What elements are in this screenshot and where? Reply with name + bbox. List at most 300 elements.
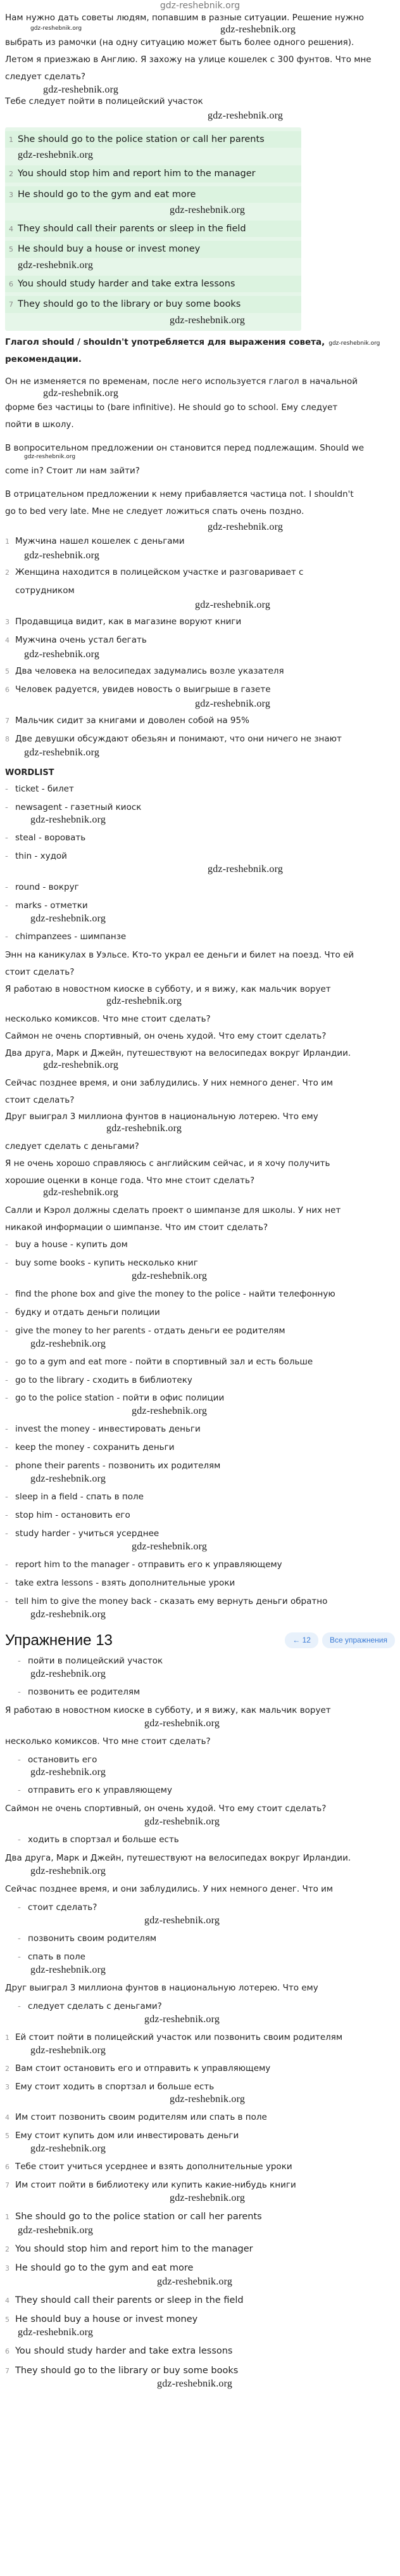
section-nav	[285, 1632, 395, 1648]
phrase-item	[5, 1577, 395, 1590]
answer-row	[5, 165, 301, 182]
answer-number: 7	[5, 2366, 9, 2375]
answer-row	[5, 131, 301, 148]
situation-item	[5, 683, 395, 696]
watermark: gdz-reshebnik.org	[30, 1473, 106, 1485]
watermark: gdz-reshebnik.org	[144, 1717, 220, 1729]
watermark: gdz-reshebnik.org	[43, 84, 119, 95]
watermark: gdz-reshebnik.org	[30, 1608, 106, 1620]
answer-number: 6	[5, 2347, 9, 2356]
bullet: -	[5, 1510, 8, 1521]
watermark-row	[5, 2276, 395, 2293]
ex13-item-text: несколько комиксов. Что мне стоит сделать?	[5, 1736, 211, 1746]
ex13-item	[5, 1704, 395, 1717]
bullet: -	[18, 2001, 21, 2011]
situation-item	[5, 615, 395, 629]
bullet: -	[5, 1375, 8, 1385]
watermark-small: gdz-reshebnik.org	[328, 340, 380, 347]
ex13-item	[5, 1833, 395, 1847]
watermark: gdz-reshebnik.org	[170, 205, 246, 216]
phrase-text: invest the money - инвестировать деньги	[15, 1424, 201, 1435]
bullet: -	[5, 1442, 8, 1453]
bullet: -	[5, 1257, 8, 1268]
answer-text: He should buy a house or invest money	[15, 2314, 198, 2324]
bullet: -	[5, 1528, 8, 1539]
translation-number: 1	[5, 2033, 9, 2042]
watermark-row	[5, 648, 395, 665]
phrase-item	[5, 1257, 395, 1270]
answer-text: He should go to the gym and eat more	[15, 2263, 194, 2274]
phrase-text: будку и отдать деньги полиции	[15, 1307, 160, 1317]
bullet: -	[18, 1686, 21, 1697]
situation-text: Женщина находится в полицейском участке и разговаривает с	[15, 567, 304, 578]
translation-line: стоит сделать?	[5, 967, 75, 977]
watermark: gdz-reshebnik.org	[30, 1964, 106, 1975]
phrase-item	[5, 1392, 395, 1405]
watermark-row	[5, 1914, 395, 1932]
ex13-item-text: позвонить ее родителям	[28, 1686, 141, 1697]
watermark-row	[5, 2044, 395, 2062]
watermark-row	[5, 2143, 395, 2160]
intro-line-5: Тебе следует пойти в полицейский участок	[5, 96, 203, 106]
phrase-text: stop him - остановить его	[15, 1510, 130, 1521]
ex13-answer	[5, 2261, 395, 2275]
watermark: gdz-reshebnik.org	[43, 1187, 119, 1198]
translation-text: Им стоит пойти в библиотеку или купить какие-нибудь книги	[15, 2180, 296, 2191]
phrase-item	[5, 1459, 395, 1473]
phrase-item	[5, 1374, 395, 1387]
bullet: -	[5, 1288, 8, 1299]
answer-text: They should call their parents or sleep in the field	[15, 2295, 244, 2305]
wordlist-text: newsagent - газетный киоск	[15, 802, 142, 812]
watermark: gdz-reshebnik.org	[30, 814, 106, 826]
situation-number: 1	[5, 537, 9, 546]
phrase-item	[5, 1527, 395, 1541]
watermark: gdz-reshebnik.org	[195, 698, 271, 709]
ex13-translation	[5, 2062, 395, 2075]
translation-text: Ей стоит пойти в полицейский участок или позвонить своим родителям	[15, 2032, 343, 2042]
answer-number: 5	[9, 245, 13, 254]
bullet: -	[18, 1785, 21, 1796]
phrases-list	[5, 1238, 395, 1626]
translation-text: Тебе стоит учиться усерднее и взять дополнительные уроки	[15, 2162, 292, 2172]
section-title: Упражнение 13	[5, 1631, 113, 1649]
translation-text: Им стоит позвонить своим родителям или спать в поле	[15, 2112, 267, 2123]
prev-exercise-button[interactable]: ← 12	[285, 1632, 318, 1648]
watermark-row	[5, 599, 395, 615]
watermark-row	[5, 112, 395, 125]
ex13-item	[5, 1901, 395, 1914]
bullet: -	[5, 1424, 8, 1435]
answer-number: 3	[5, 2264, 9, 2273]
wordlist-text: marks - отметки	[15, 900, 88, 911]
wordlist-text: round - вокруг	[15, 882, 79, 893]
ex13-item-text: следует сделать с деньгами?	[28, 2001, 162, 2011]
ex13-items	[5, 1655, 395, 2031]
bullet: -	[18, 1951, 21, 1962]
watermark-row	[5, 913, 395, 930]
watermark-row	[5, 2224, 395, 2242]
wordlist-item	[5, 801, 395, 814]
wordlist-item	[5, 930, 395, 944]
ex13-answer	[5, 2242, 395, 2256]
wordlist-item	[5, 831, 395, 845]
wordlist-item	[5, 899, 395, 913]
ex13-item	[5, 1852, 395, 1865]
translation-number: 2	[5, 2064, 9, 2073]
watermark-row	[5, 1964, 395, 1982]
watermark: gdz-reshebnik.org	[220, 23, 296, 35]
grammar-title-2: рекомендации.	[5, 354, 82, 364]
watermark: gdz-reshebnik.org	[144, 1914, 220, 1926]
watermark: gdz-reshebnik.org	[195, 599, 271, 610]
watermark-row	[5, 2327, 395, 2344]
wordlist-item	[5, 881, 395, 894]
phrase-item	[5, 1324, 395, 1338]
watermark-small: gdz-reshebnik.org	[30, 25, 82, 32]
bullet: -	[5, 833, 8, 843]
grammar-title: Глагол should / shouldn't употребляется для выражения совета, gdz-reshebnik.org	[5, 336, 380, 347]
ex13-item-text: отправить его к управляющему	[28, 1785, 172, 1796]
watermark-row	[5, 1717, 395, 1735]
watermark-row	[5, 2193, 395, 2210]
translation-text: Ему стоит ходить в спортзал и больше есть	[15, 2081, 215, 2092]
watermark-row	[5, 84, 395, 100]
answer-text: They should go to the library or buy some books	[15, 2365, 239, 2376]
phrase-item	[5, 1355, 395, 1369]
site-title[interactable]: gdz-reshebnik.org	[159, 1, 241, 11]
watermark-row	[5, 1541, 395, 1558]
watermark: gdz-reshebnik.org	[43, 1059, 119, 1070]
situations-list	[5, 535, 395, 763]
wordlist-text: chimpanzees - шимпанзе	[15, 932, 127, 942]
answer-text: They should call their parents or sleep in the field	[18, 224, 246, 234]
watermark-row	[5, 2094, 395, 2111]
phrase-text: keep the money - сохранить деньги	[15, 1442, 175, 1453]
translation-line: Салли и Кэрол должны сделать проект о шимпанзе для школы. У них нет	[5, 1205, 341, 1216]
watermark: gdz-reshebnik.org	[30, 2143, 106, 2155]
ex13-translation	[5, 2129, 395, 2143]
bullet: -	[18, 1655, 21, 1666]
bullet: -	[18, 1902, 21, 1913]
watermark: gdz-reshebnik.org	[24, 550, 100, 561]
watermark: gdz-reshebnik.org	[30, 2044, 106, 2056]
bullet: -	[5, 1461, 8, 1471]
watermark-row	[5, 864, 395, 881]
grammar-p1b: форме без частицы to (bare infinitive). He should go to school. Ему следует	[5, 402, 338, 413]
all-exercises-button[interactable]: Все упражнения	[322, 1632, 395, 1648]
answer-number: 1	[5, 2213, 9, 2222]
watermark-row	[5, 23, 395, 41]
bullet: -	[5, 1239, 8, 1250]
situation-item	[5, 584, 395, 598]
watermark-row	[5, 1866, 395, 1883]
wordlist-item	[5, 783, 395, 796]
translation-line: Я работаю в новостном киоске в субботу, и я вижу, как мальчик ворует	[5, 984, 331, 994]
ex13-item	[5, 1686, 395, 1699]
grammar-p2: В вопросительном предложении он становится перед подлежащим. Should we	[5, 442, 365, 453]
answer-number: 2	[9, 170, 13, 179]
translation-list	[5, 949, 395, 1234]
ex13-answer	[5, 2364, 395, 2378]
watermark-row	[5, 814, 395, 831]
grammar-p3: В отрицательном предложении к нему прибавляется частица not. I shouldn't	[5, 489, 354, 500]
bullet: -	[5, 1577, 8, 1588]
situation-number: 4	[5, 636, 9, 644]
intro-line-3: Летом я приезжаю в Англию. Я захожу на улице кошелек с 300 фунтов. Что мне	[5, 54, 372, 65]
ex13-item	[5, 1784, 395, 1797]
ex13-item	[5, 2000, 395, 2013]
ex13-item	[5, 1951, 395, 1964]
phrase-item	[5, 1509, 395, 1522]
ex13-translation	[5, 2160, 395, 2174]
phrase-item	[5, 1288, 395, 1301]
bullet: -	[5, 1596, 8, 1606]
answer-number: 3	[9, 190, 13, 199]
wordlist-text: ticket - билет	[15, 783, 74, 794]
watermark-row	[5, 522, 395, 535]
phrase-item	[5, 1306, 395, 1319]
ex13-item	[5, 1655, 395, 1668]
situation-text: Мужчина очень устал бегать	[15, 634, 147, 645]
bullet: -	[5, 851, 8, 862]
watermark-row	[5, 1338, 395, 1355]
watermark: gdz-reshebnik.org	[30, 1338, 106, 1349]
ex13-item-text: спать в поле	[28, 1951, 85, 1962]
translation-line: Сейчас позднее время, и они заблудились. У них немного денег. Что им	[5, 1077, 334, 1088]
watermark-row	[5, 1608, 395, 1626]
watermark: gdz-reshebnik.org	[18, 259, 94, 271]
situation-text: Две девушки обсуждают обезьян и понимают, что они ничего не знают	[15, 733, 342, 744]
ex13-item	[5, 1982, 395, 1995]
watermark: gdz-reshebnik.org	[106, 1123, 182, 1134]
bullet: -	[18, 1835, 21, 1845]
bullet: -	[5, 1559, 8, 1570]
phrase-text: study harder - учиться усерднее	[15, 1528, 159, 1539]
situation-text: сотрудником	[15, 586, 75, 596]
translation-text: Ему стоит купить дом или инвестировать деньги	[15, 2131, 239, 2141]
watermark: gdz-reshebnik.org	[30, 1866, 106, 1877]
translation-line: стоит сделать?	[5, 1094, 75, 1105]
bullet: -	[5, 783, 8, 794]
bullet: -	[5, 900, 8, 911]
watermark-row	[5, 1123, 395, 1140]
watermark-small: gdz-reshebnik.org	[24, 454, 76, 461]
watermark: gdz-reshebnik.org	[208, 110, 284, 121]
situation-item	[5, 733, 395, 746]
watermark: gdz-reshebnik.org	[157, 2276, 233, 2287]
answer-text: She should go to the police station or call her parents	[15, 2212, 262, 2222]
watermark: gdz-reshebnik.org	[132, 1270, 208, 1281]
situation-item	[5, 535, 395, 548]
bullet: -	[5, 882, 8, 893]
phrase-text: go to the police station - пойти в офис полиции	[15, 1393, 225, 1404]
translation-line: Саймон не очень спортивный, он очень худой. Что ему стоит сделать?	[5, 1030, 327, 1041]
translation-line: Энн на каникулах в Уэльсе. Кто-то украл ее деньги и билет на поезд. Что ей	[5, 950, 354, 961]
situation-text: Два человека на велосипедах задумались возле указателя	[15, 665, 284, 676]
answer-text: You should stop him and report him to the manager	[18, 169, 256, 179]
ex13-item	[5, 1932, 395, 1945]
ex13-item-text: Друг выиграл 3 миллиона фунтов в национальную лотерею. Что ему	[5, 1982, 318, 1993]
answer-text: You should study harder and take extra lessons	[18, 278, 235, 289]
watermark-row	[5, 747, 395, 763]
watermark-row	[5, 1473, 395, 1490]
bullet: -	[5, 1356, 8, 1367]
answer-number: 1	[9, 135, 13, 144]
phrase-item	[5, 1238, 395, 1252]
watermark: gdz-reshebnik.org	[144, 1816, 220, 1828]
watermark-row	[5, 207, 301, 219]
watermark-row	[5, 550, 395, 566]
ex13-answers	[5, 2210, 395, 2395]
wordlist-text: thin - худой	[15, 851, 67, 862]
phrase-text: report him to the manager - отправить его к управляющему	[15, 1559, 282, 1570]
situation-text: Мальчик сидит за книгами и доволен собой на 95%	[15, 715, 249, 726]
watermark: gdz-reshebnik.org	[170, 2094, 246, 2105]
watermark: gdz-reshebnik.org	[30, 913, 106, 925]
answer-text: He should go to the gym and eat more	[18, 189, 196, 200]
ex13-item-text: Два друга, Марк и Джейн, путешествуют на велосипедах вокруг Ирландии.	[5, 1853, 351, 1864]
watermark-row	[5, 995, 395, 1013]
phrase-item	[5, 1423, 395, 1436]
translation-number: 3	[5, 2082, 9, 2091]
watermark: gdz-reshebnik.org	[18, 2224, 94, 2236]
translation-line: никакой информации о шимпанзе. Что им стоит сделать?	[5, 1222, 268, 1233]
watermark-row	[5, 1668, 395, 1686]
ex13-translation	[5, 2111, 395, 2124]
watermark: gdz-reshebnik.org	[157, 2378, 233, 2390]
ex13-item	[5, 1735, 395, 1748]
answer-text: You should stop him and report him to the manager	[15, 2243, 253, 2254]
answer-text: They should go to the library or buy some books	[18, 299, 241, 310]
watermark: gdz-reshebnik.org	[18, 150, 94, 161]
bullet: -	[5, 1325, 8, 1336]
ex13-answer	[5, 2210, 395, 2224]
translation-line: следует сделать с деньгами?	[5, 1141, 139, 1152]
grammar-p1: Он не изменяется по временам, после него используется глагол в начальной	[5, 376, 358, 387]
ex13-translation	[5, 2031, 395, 2044]
situation-text: Мужчина нашел кошелек с деньгами	[15, 536, 185, 547]
situation-number: 3	[5, 617, 9, 626]
answer-text: He should buy a house or invest money	[18, 244, 201, 255]
watermark: gdz-reshebnik.org	[208, 864, 284, 875]
ex13-item-text: Саймон не очень спортивный, он очень худой. Что ему стоит сделать?	[5, 1804, 327, 1814]
ex13-translation	[5, 2179, 395, 2192]
watermark: gdz-reshebnik.org	[43, 387, 119, 399]
watermark: gdz-reshebnik.org	[24, 747, 100, 759]
ex13-translation	[5, 2080, 395, 2094]
phrase-text: go to a gym and eat more - пойти в спортивный зал и есть больше	[15, 1356, 313, 1367]
ex13-answer	[5, 2293, 395, 2307]
ex13-translations	[5, 2031, 395, 2210]
watermark-row	[5, 1270, 395, 1288]
wordlist-text: steal - воровать	[15, 833, 86, 843]
grammar-p2b: come in? Стоит ли нам зайти?	[5, 466, 140, 477]
watermark-row	[5, 314, 301, 330]
bullet: -	[5, 1307, 8, 1317]
intro-line-2: выбрать из рамочки (на одну ситуацию может быть более одного решения).	[5, 37, 354, 48]
translation-text: Вам стоит остановить его и отправить к управляющему	[15, 2063, 271, 2073]
watermark-row	[5, 370, 395, 375]
situation-number: 8	[5, 734, 9, 743]
phrase-text: go to the library - сходить в библиотеку	[15, 1375, 192, 1385]
answers-block	[5, 127, 301, 331]
answer-row	[5, 296, 301, 312]
phrase-text: buy some books - купить несколько книг	[15, 1257, 198, 1268]
intro-line-4: следует сделать?	[5, 71, 86, 82]
ex13-answer	[5, 2312, 395, 2326]
phrase-text: sleep in a field - спать в поле	[15, 1492, 144, 1503]
translation-number: 4	[5, 2113, 9, 2122]
watermark-row	[5, 151, 301, 164]
watermark: gdz-reshebnik.org	[208, 522, 284, 533]
situation-item	[5, 634, 395, 647]
watermark-row	[5, 1059, 395, 1077]
phrase-item	[5, 1558, 395, 1572]
ex13-item-text: остановить его	[28, 1754, 97, 1765]
wordlist-title: WORDLIST	[5, 768, 54, 778]
answer-number: 4	[5, 2296, 9, 2305]
situation-text: Человек радуется, увидев новость о выигрыше в газете	[15, 684, 271, 695]
answer-number: 6	[9, 279, 13, 288]
answer-number: 2	[5, 2245, 9, 2253]
watermark-row	[5, 698, 395, 714]
watermark: gdz-reshebnik.org	[144, 2013, 220, 2025]
page-content	[0, 11, 400, 2395]
wordlist-item	[5, 850, 395, 863]
phrase-text: find the phone box and give the money to the police - найти телефонную	[15, 1288, 335, 1299]
watermark-row	[5, 1187, 395, 1204]
situation-text: Продавщица видит, как в магазине воруют книги	[15, 616, 242, 627]
phrase-text: take extra lessons - взять дополнительные уроки	[15, 1577, 235, 1588]
watermark: gdz-reshebnik.org	[170, 314, 246, 326]
bullet: -	[18, 1754, 21, 1765]
grammar-p3b: go to bed very late. Мне не следует ложиться спать очень поздно.	[5, 506, 304, 517]
bullet: -	[5, 802, 8, 812]
watermark-row	[5, 454, 395, 465]
watermark-row	[5, 1767, 395, 1784]
watermark: gdz-reshebnik.org	[132, 1406, 208, 1417]
situation-item	[5, 566, 395, 579]
bullet: -	[5, 1393, 8, 1404]
ex13-item-text: стоит сделать?	[28, 1902, 97, 1913]
situation-item	[5, 714, 395, 727]
answer-text: You should study harder and take extra lessons	[15, 2346, 233, 2357]
phrase-item	[5, 1441, 395, 1454]
wordlist	[5, 783, 395, 944]
watermark: gdz-reshebnik.org	[106, 995, 182, 1006]
phrase-text: buy a house - купить дом	[15, 1239, 128, 1250]
answer-number: 7	[9, 300, 13, 309]
section-header	[5, 1629, 395, 1652]
ex13-item	[5, 1802, 395, 1816]
watermark: gdz-reshebnik.org	[170, 2193, 246, 2204]
ex13-item-text: Сейчас позднее время, и они заблудились. У них немного денег. Что им	[5, 1884, 334, 1895]
situation-number: 2	[5, 568, 9, 577]
phrase-text: phone their parents - позвонить их родителям	[15, 1461, 221, 1471]
bullet: -	[18, 1933, 21, 1944]
translation-number: 6	[5, 2163, 9, 2172]
watermark: gdz-reshebnik.org	[30, 1668, 106, 1679]
watermark: gdz-reshebnik.org	[30, 1767, 106, 1778]
watermark-row	[5, 259, 301, 274]
situation-number: 5	[5, 667, 9, 676]
translation-line: Два друга, Марк и Джейн, путешествуют на велосипедах вокруг Ирландии.	[5, 1048, 351, 1058]
translation-number: 5	[5, 2132, 9, 2141]
watermark-row	[5, 1406, 395, 1423]
answer-text: She should go to the police station or call her parents	[18, 134, 265, 144]
watermark: gdz-reshebnik.org	[132, 1541, 208, 1552]
